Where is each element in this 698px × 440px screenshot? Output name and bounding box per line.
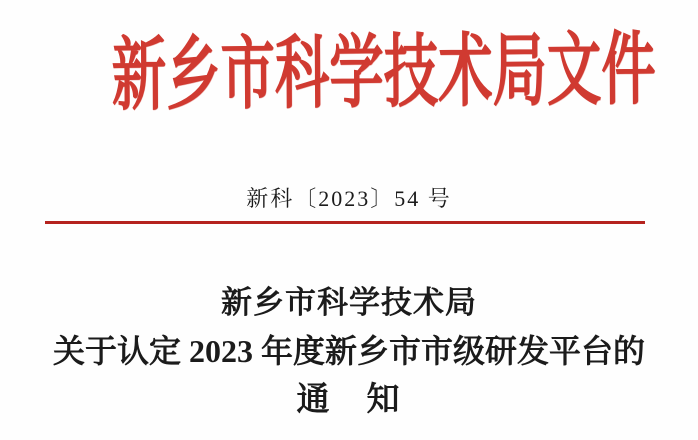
document-title-notice-line: 通 知 bbox=[296, 382, 402, 418]
document-title-subject-line: 关于认定 2023 年度新乡市市级研发平台的 bbox=[52, 333, 645, 369]
document-title-block bbox=[0, 278, 698, 425]
document-title-issuer-line: 新乡市科学技术局 bbox=[221, 285, 477, 320]
document-reference-number: 新科〔2023〕54 号 bbox=[246, 186, 452, 211]
letterhead-title: 新乡市科学技术局文件 bbox=[111, 26, 656, 121]
red-divider-line bbox=[45, 221, 645, 224]
